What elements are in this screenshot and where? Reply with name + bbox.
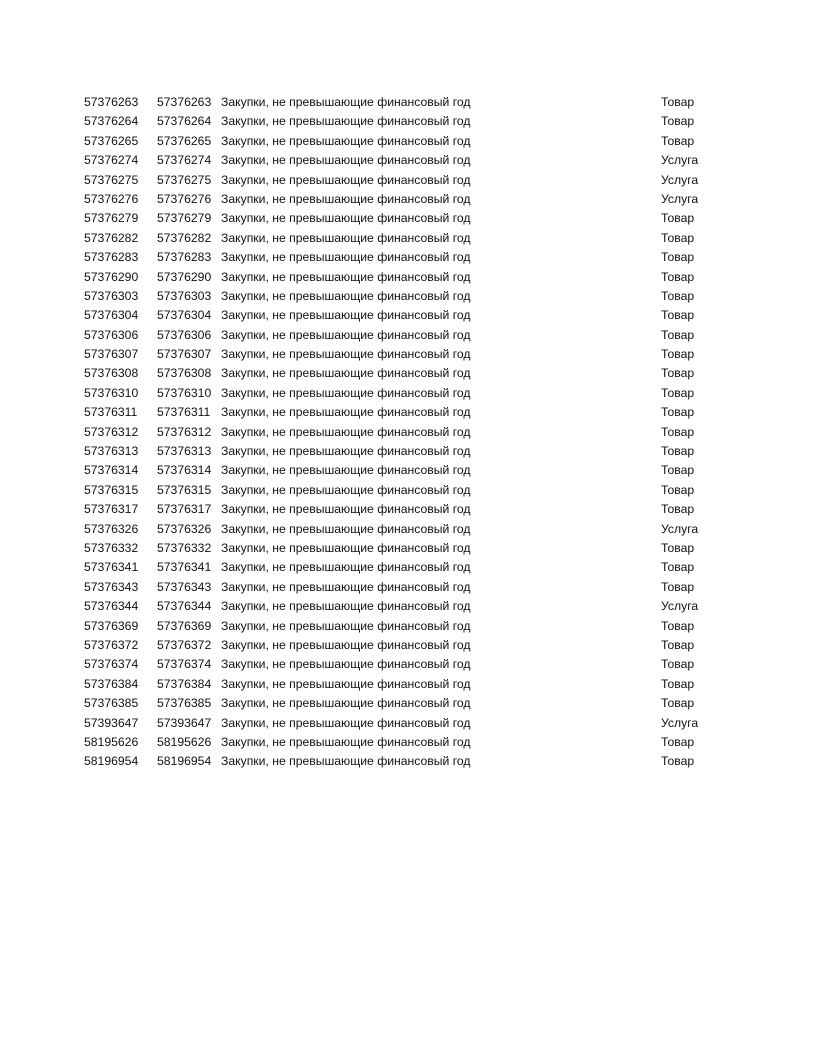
row-description-cell: Закупки, не превышающие финансовый год bbox=[221, 676, 471, 691]
row-description-cell: Закупки, не превышающие финансовый год bbox=[221, 191, 471, 206]
row-id-cell: 57376303 bbox=[84, 288, 139, 303]
row-code-cell: 57376341 bbox=[157, 560, 212, 575]
table-row bbox=[0, 345, 816, 364]
row-code-cell: 58195626 bbox=[157, 734, 212, 749]
row-code-cell: 57376275 bbox=[157, 172, 212, 187]
row-type-cell: Товар bbox=[661, 95, 695, 109]
row-description-cell: Закупки, не превышающие финансовый год bbox=[221, 444, 471, 459]
row-type-cell: Товар bbox=[661, 560, 695, 575]
row-code-cell: 57376384 bbox=[157, 676, 212, 691]
table-row bbox=[0, 403, 816, 422]
row-id-cell: 58195626 bbox=[84, 734, 139, 749]
row-id-cell: 57376308 bbox=[84, 366, 139, 381]
row-type-cell: Товар bbox=[661, 308, 695, 323]
table-row bbox=[0, 112, 816, 131]
row-type-cell: Товар bbox=[661, 502, 695, 517]
table-row bbox=[0, 306, 816, 325]
row-type-cell: Услуга bbox=[661, 153, 699, 168]
table-row bbox=[0, 578, 816, 597]
table-row bbox=[0, 694, 816, 713]
table-row bbox=[0, 481, 816, 500]
row-code-cell: 57376263 bbox=[157, 95, 212, 109]
table-row bbox=[0, 675, 816, 694]
row-description-cell: Закупки, не превышающие финансовый год bbox=[221, 347, 471, 362]
row-type-cell: Товар bbox=[661, 579, 695, 594]
row-type-cell: Товар bbox=[661, 444, 695, 459]
row-code-cell: 57376282 bbox=[157, 230, 212, 245]
row-type-cell: Услуга bbox=[661, 191, 699, 206]
row-id-cell: 57376290 bbox=[84, 269, 139, 284]
row-code-cell: 57376303 bbox=[157, 288, 212, 303]
row-description-cell: Закупки, не превышающие финансовый год bbox=[221, 502, 471, 517]
row-description-cell: Закупки, не превышающие финансовый год bbox=[221, 405, 471, 420]
row-code-cell: 57376369 bbox=[157, 618, 212, 633]
row-description-cell: Закупки, не превышающие финансовый год bbox=[221, 211, 471, 226]
row-id-cell: 57376384 bbox=[84, 676, 139, 691]
table-row bbox=[0, 636, 816, 655]
row-type-cell: Товар bbox=[661, 230, 695, 245]
row-code-cell: 57376310 bbox=[157, 385, 212, 400]
row-code-cell: 57376306 bbox=[157, 327, 212, 342]
row-code-cell: 57393647 bbox=[157, 715, 212, 730]
row-id-cell: 57376279 bbox=[84, 211, 139, 226]
row-type-cell: Товар bbox=[661, 385, 695, 400]
table-row bbox=[0, 248, 816, 267]
row-type-cell: Товар bbox=[661, 482, 695, 497]
row-description-cell: Закупки, не превышающие финансовый год bbox=[221, 308, 471, 323]
row-code-cell: 57376372 bbox=[157, 637, 212, 652]
table-row bbox=[0, 558, 816, 577]
row-code-cell: 57376307 bbox=[157, 347, 212, 362]
row-id-cell: 57376369 bbox=[84, 618, 139, 633]
row-code-cell: 57376332 bbox=[157, 540, 212, 555]
row-id-cell: 57376282 bbox=[84, 230, 139, 245]
row-code-cell: 57376264 bbox=[157, 114, 212, 129]
row-code-cell: 57376314 bbox=[157, 463, 212, 478]
row-code-cell: 57376315 bbox=[157, 482, 212, 497]
row-description-cell: Закупки, не превышающие финансовый год bbox=[221, 521, 471, 536]
row-code-cell: 57376274 bbox=[157, 153, 212, 168]
table-row bbox=[0, 364, 816, 383]
table-row bbox=[0, 229, 816, 248]
row-code-cell: 57376374 bbox=[157, 657, 212, 672]
row-type-cell: Товар bbox=[661, 618, 695, 633]
row-id-cell: 57376263 bbox=[84, 95, 139, 109]
row-description-cell: Закупки, не превышающие финансовый год bbox=[221, 637, 471, 652]
row-description-cell: Закупки, не превышающие финансовый год bbox=[221, 754, 471, 769]
row-id-cell: 57393647 bbox=[84, 715, 139, 730]
row-id-cell: 57376326 bbox=[84, 521, 139, 536]
row-description-cell: Закупки, не превышающие финансовый год bbox=[221, 560, 471, 575]
table-row bbox=[0, 268, 816, 287]
row-description-cell: Закупки, не превышающие финансовый год bbox=[221, 230, 471, 245]
row-description-cell: Закупки, не превышающие финансовый год bbox=[221, 95, 471, 109]
row-code-cell: 57376343 bbox=[157, 579, 212, 594]
table-row bbox=[0, 655, 816, 674]
table-row bbox=[0, 209, 816, 228]
row-code-cell: 57376283 bbox=[157, 250, 212, 265]
row-type-cell: Товар bbox=[661, 754, 695, 769]
row-id-cell: 57376276 bbox=[84, 191, 139, 206]
row-type-cell: Товар bbox=[661, 133, 695, 148]
row-type-cell: Товар bbox=[661, 366, 695, 381]
row-type-cell: Услуга bbox=[661, 172, 699, 187]
row-code-cell: 57376308 bbox=[157, 366, 212, 381]
row-type-cell: Товар bbox=[661, 327, 695, 342]
row-code-cell: 57376326 bbox=[157, 521, 212, 536]
row-id-cell: 57376332 bbox=[84, 540, 139, 555]
table-row bbox=[0, 461, 816, 480]
table-row bbox=[0, 752, 816, 771]
row-description-cell: Закупки, не превышающие финансовый год bbox=[221, 424, 471, 439]
table-row bbox=[0, 539, 816, 558]
row-code-cell: 57376279 bbox=[157, 211, 212, 226]
row-description-cell: Закупки, не превышающие финансовый год bbox=[221, 696, 471, 711]
row-code-cell: 57376313 bbox=[157, 444, 212, 459]
table-row bbox=[0, 442, 816, 461]
row-description-cell: Закупки, не превышающие финансовый год bbox=[221, 618, 471, 633]
row-type-cell: Товар bbox=[661, 250, 695, 265]
row-type-cell: Товар bbox=[661, 269, 695, 284]
table-row bbox=[0, 171, 816, 190]
table-row bbox=[0, 151, 816, 170]
row-type-cell: Товар bbox=[661, 114, 695, 129]
row-id-cell: 57376310 bbox=[84, 385, 139, 400]
row-description-cell: Закупки, не превышающие финансовый год bbox=[221, 288, 471, 303]
row-code-cell: 57376265 bbox=[157, 133, 212, 148]
row-id-cell: 57376385 bbox=[84, 696, 139, 711]
table-row bbox=[0, 384, 816, 403]
row-code-cell: 57376317 bbox=[157, 502, 212, 517]
row-description-cell: Закупки, не превышающие финансовый год bbox=[221, 657, 471, 672]
row-description-cell: Закупки, не превышающие финансовый год bbox=[221, 385, 471, 400]
row-type-cell: Товар bbox=[661, 347, 695, 362]
row-id-cell: 57376283 bbox=[84, 250, 139, 265]
row-id-cell: 57376265 bbox=[84, 133, 139, 148]
row-id-cell: 57376317 bbox=[84, 502, 139, 517]
row-code-cell: 58196954 bbox=[157, 754, 212, 769]
row-type-cell: Товар bbox=[661, 734, 695, 749]
row-id-cell: 58196954 bbox=[84, 754, 139, 769]
procurement-table bbox=[0, 93, 816, 772]
row-code-cell: 57376311 bbox=[157, 405, 211, 420]
table-row bbox=[0, 423, 816, 442]
row-type-cell: Товар bbox=[661, 676, 695, 691]
row-type-cell: Товар bbox=[661, 540, 695, 555]
row-type-cell: Товар bbox=[661, 211, 695, 226]
table-row bbox=[0, 597, 816, 616]
row-id-cell: 57376304 bbox=[84, 308, 139, 323]
table-row bbox=[0, 287, 816, 306]
row-description-cell: Закупки, не превышающие финансовый год bbox=[221, 579, 471, 594]
row-type-cell: Услуга bbox=[661, 715, 699, 730]
table-row bbox=[0, 93, 816, 112]
row-description-cell: Закупки, не превышающие финансовый год bbox=[221, 540, 471, 555]
row-code-cell: 57376290 bbox=[157, 269, 212, 284]
row-id-cell: 57376275 bbox=[84, 172, 139, 187]
row-id-cell: 57376343 bbox=[84, 579, 139, 594]
row-code-cell: 57376304 bbox=[157, 308, 212, 323]
row-code-cell: 57376312 bbox=[157, 424, 212, 439]
table-row bbox=[0, 733, 816, 752]
row-description-cell: Закупки, не превышающие финансовый год bbox=[221, 153, 471, 168]
row-code-cell: 57376385 bbox=[157, 696, 212, 711]
row-description-cell: Закупки, не превышающие финансовый год bbox=[221, 463, 471, 478]
row-description-cell: Закупки, не превышающие финансовый год bbox=[221, 734, 471, 749]
row-description-cell: Закупки, не превышающие финансовый год bbox=[221, 250, 471, 265]
row-description-cell: Закупки, не превышающие финансовый год bbox=[221, 269, 471, 284]
row-description-cell: Закупки, не превышающие финансовый год bbox=[221, 114, 471, 129]
row-id-cell: 57376274 bbox=[84, 153, 139, 168]
row-id-cell: 57376306 bbox=[84, 327, 139, 342]
row-description-cell: Закупки, не превышающие финансовый год bbox=[221, 366, 471, 381]
row-id-cell: 57376315 bbox=[84, 482, 139, 497]
row-type-cell: Товар bbox=[661, 657, 695, 672]
row-id-cell: 57376372 bbox=[84, 637, 139, 652]
row-description-cell: Закупки, не превышающие финансовый год bbox=[221, 327, 471, 342]
row-description-cell: Закупки, не превышающие финансовый год bbox=[221, 715, 471, 730]
row-type-cell: Товар bbox=[661, 463, 695, 478]
row-type-cell: Товар bbox=[661, 696, 695, 711]
table-row bbox=[0, 520, 816, 539]
row-type-cell: Товар bbox=[661, 424, 695, 439]
table-row bbox=[0, 714, 816, 733]
row-id-cell: 57376344 bbox=[84, 599, 139, 614]
table-row bbox=[0, 326, 816, 345]
table-row bbox=[0, 190, 816, 209]
row-code-cell: 57376344 bbox=[157, 599, 212, 614]
row-type-cell: Услуга bbox=[661, 521, 699, 536]
row-description-cell: Закупки, не превышающие финансовый год bbox=[221, 133, 471, 148]
row-type-cell: Товар bbox=[661, 637, 695, 652]
row-id-cell: 57376307 bbox=[84, 347, 139, 362]
row-description-cell: Закупки, не превышающие финансовый год bbox=[221, 482, 471, 497]
row-id-cell: 57376374 bbox=[84, 657, 139, 672]
row-description-cell: Закупки, не превышающие финансовый год bbox=[221, 172, 471, 187]
table-row bbox=[0, 500, 816, 519]
row-id-cell: 57376264 bbox=[84, 114, 139, 129]
row-type-cell: Товар bbox=[661, 405, 695, 420]
row-type-cell: Услуга bbox=[661, 599, 699, 614]
row-id-cell: 57376341 bbox=[84, 560, 139, 575]
row-type-cell: Товар bbox=[661, 288, 695, 303]
row-code-cell: 57376276 bbox=[157, 191, 212, 206]
table-row bbox=[0, 132, 816, 151]
row-id-cell: 57376311 bbox=[84, 405, 138, 420]
row-id-cell: 57376312 bbox=[84, 424, 139, 439]
row-description-cell: Закупки, не превышающие финансовый год bbox=[221, 599, 471, 614]
row-id-cell: 57376313 bbox=[84, 444, 139, 459]
row-id-cell: 57376314 bbox=[84, 463, 139, 478]
table-row bbox=[0, 617, 816, 636]
